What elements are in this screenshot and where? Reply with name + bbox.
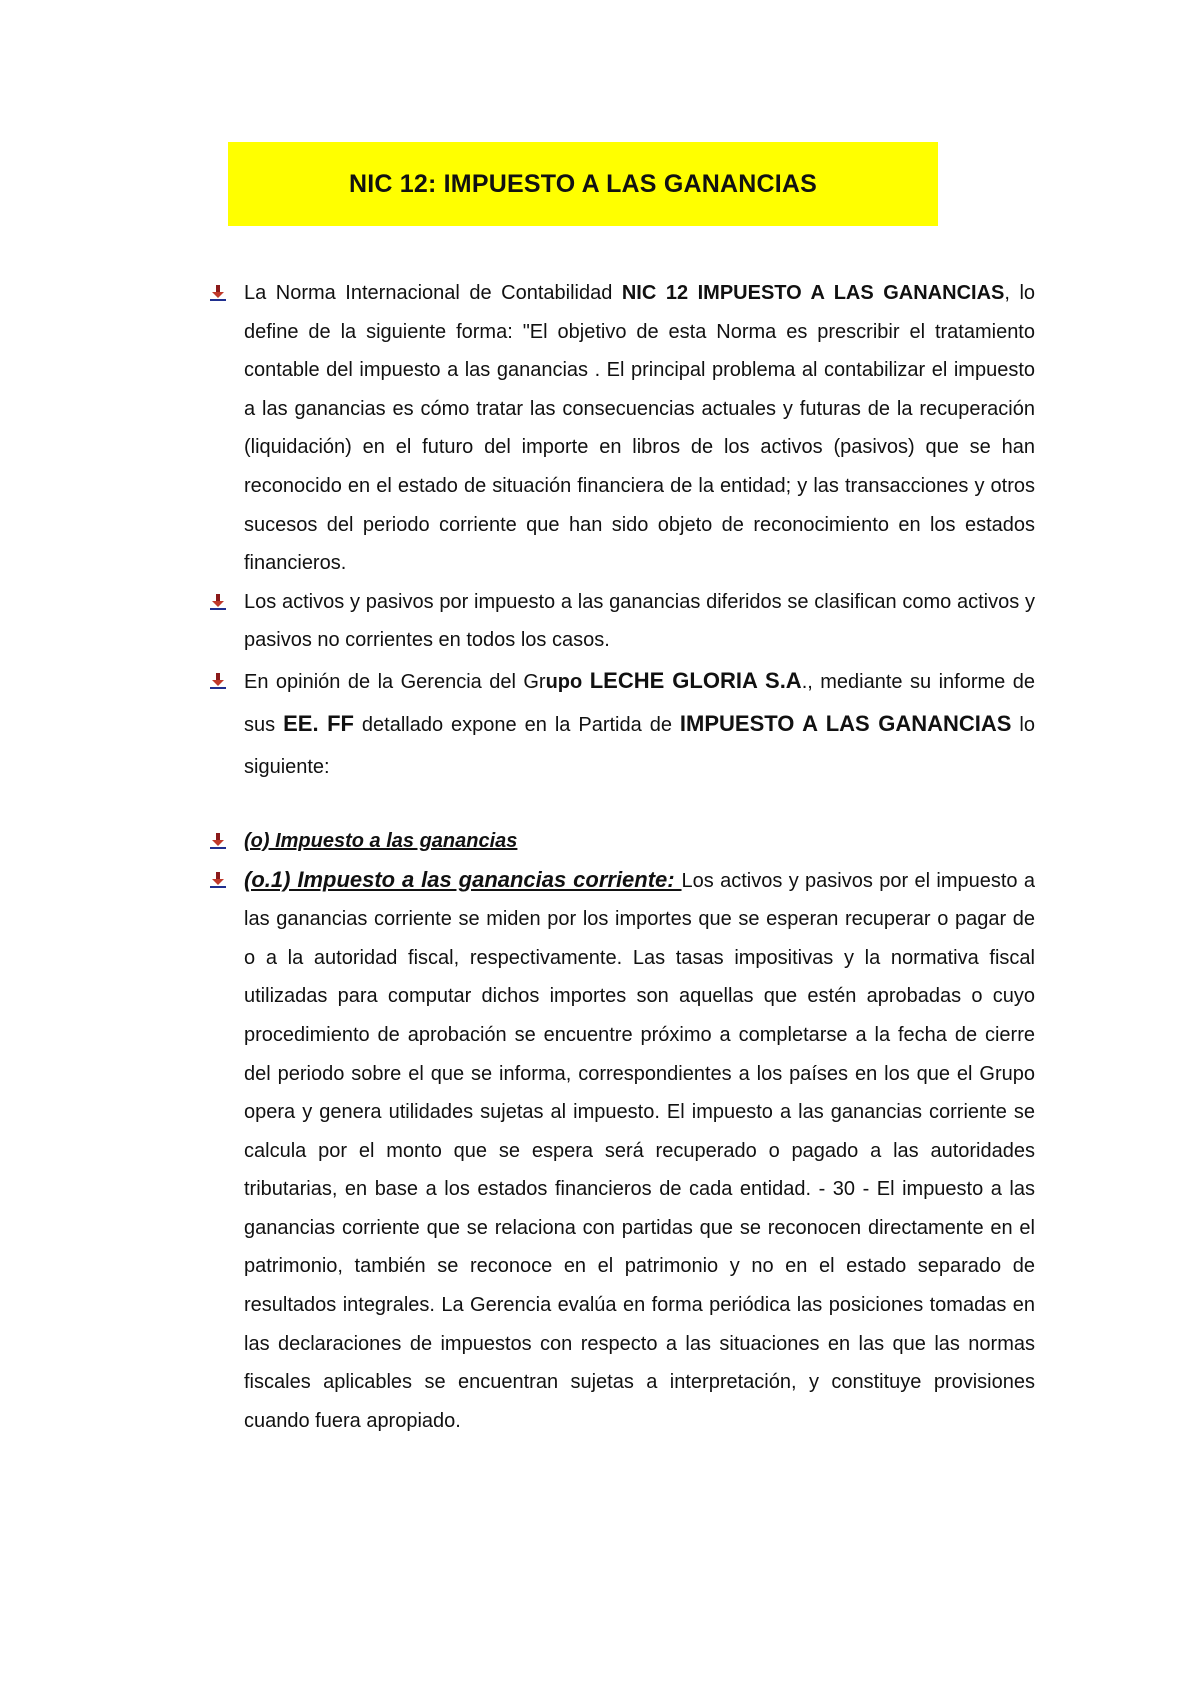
- item-text: Los activos y pasivos por el impuesto a las ganancias corriente se miden por los importes que se esperan recuperar o pagar de o a la autoridad fiscal, respectivamente. Las tasas impositivas y la normativa fiscal utilizadas para computar dichos importes son aquellas que estén aprobadas o cuyo procedimiento de aprobación se encuentre próximo a completarse a la fecha de cierre del periodo sobre el que se informa, correspondientes a los países en los que el Grupo opera y genera utilidades sujetas al impuesto. El impuesto a las ganancias corriente se calcula por el monto que se espera será recuperado o pagado a las autoridades tributarias, en base a los estados financieros de cada entidad. - 30 - El impuesto a las ganancias corriente que se relaciona con partidas que se reconocen directamente en el patrimonio, también se reconoce en el patrimonio y no en el estado separado de resultados integrales. La Gerencia evalúa en forma periódica las posiciones tomadas en las declaraciones de impuestos con respecto a las situaciones en las que las normas fiscales aplicables se encuentran sujetas a interpretación, y constituye provisiones cuando fuera apropiado.: [244, 869, 1035, 1432]
- item-text-part2: upo: [545, 670, 583, 693]
- item-intro: La Norma Internacional de Contabilidad: [244, 282, 622, 304]
- title-banner: [228, 142, 938, 226]
- item-text-part6: detallado expone en la Partida de: [353, 713, 680, 736]
- item-text-part8: lo siguiente:: [244, 713, 1035, 778]
- arrow-down-bullet-icon: [210, 673, 226, 689]
- arrow-down-bullet-icon: [210, 594, 226, 610]
- item-text: Los activos y pasivos por impuesto a las ganancias diferidos se clasifican como activos y pasivos no corrientes en todos los casos.: [244, 590, 1035, 652]
- spacer: [208, 788, 1035, 822]
- partida-name: IMPUESTO A LAS GANANCIAS: [679, 710, 1012, 736]
- item-text: , lo define de la siguiente forma: "El objetivo de esta Norma es prescribir el tratamiento contable del impuesto a las ganancias . El principal problema al contabilizar el impuesto a las ganancias es cómo tratar las consecuencias actuales y futuras de la recuperación (liquidación) en el futuro del importe en libros de los activos (pasivos) que se han reconocido en el estado de situación financiera de la entidad; y las transacciones y otros sucesos del periodo corriente que han sido objeto de reconocimiento en los estados financieros.: [244, 282, 1036, 575]
- arrow-down-bullet-icon: [210, 833, 226, 849]
- section-heading: (o.1) Impuesto a las ganancias corriente:: [244, 866, 682, 892]
- list-item-heading-o: [208, 822, 1035, 861]
- company-name: LECHE GLORIA S.A: [589, 667, 802, 693]
- list-item-heading-o1: [208, 861, 1035, 1441]
- item-text-part1: En opinión de la Gerencia del Gr: [244, 670, 546, 693]
- item-bold-term: NIC 12 IMPUESTO A LAS GANANCIAS: [621, 282, 1005, 304]
- arrow-down-bullet-icon: [210, 285, 226, 301]
- arrow-down-bullet-icon: [210, 872, 226, 888]
- page-title: NIC 12: IMPUESTO A LAS GANANCIAS: [348, 169, 818, 198]
- section-heading: (o) Impuesto a las ganancias: [244, 829, 518, 852]
- list-item-nic12-definition: [208, 274, 1035, 583]
- eeff-term: EE. FF: [283, 710, 354, 736]
- item-text-part4: ., mediante su informe de sus: [244, 670, 1035, 736]
- list-item-classification: [208, 583, 1035, 660]
- document-body: [208, 274, 1035, 1440]
- list-item-gerencia-opinion: [208, 660, 1035, 788]
